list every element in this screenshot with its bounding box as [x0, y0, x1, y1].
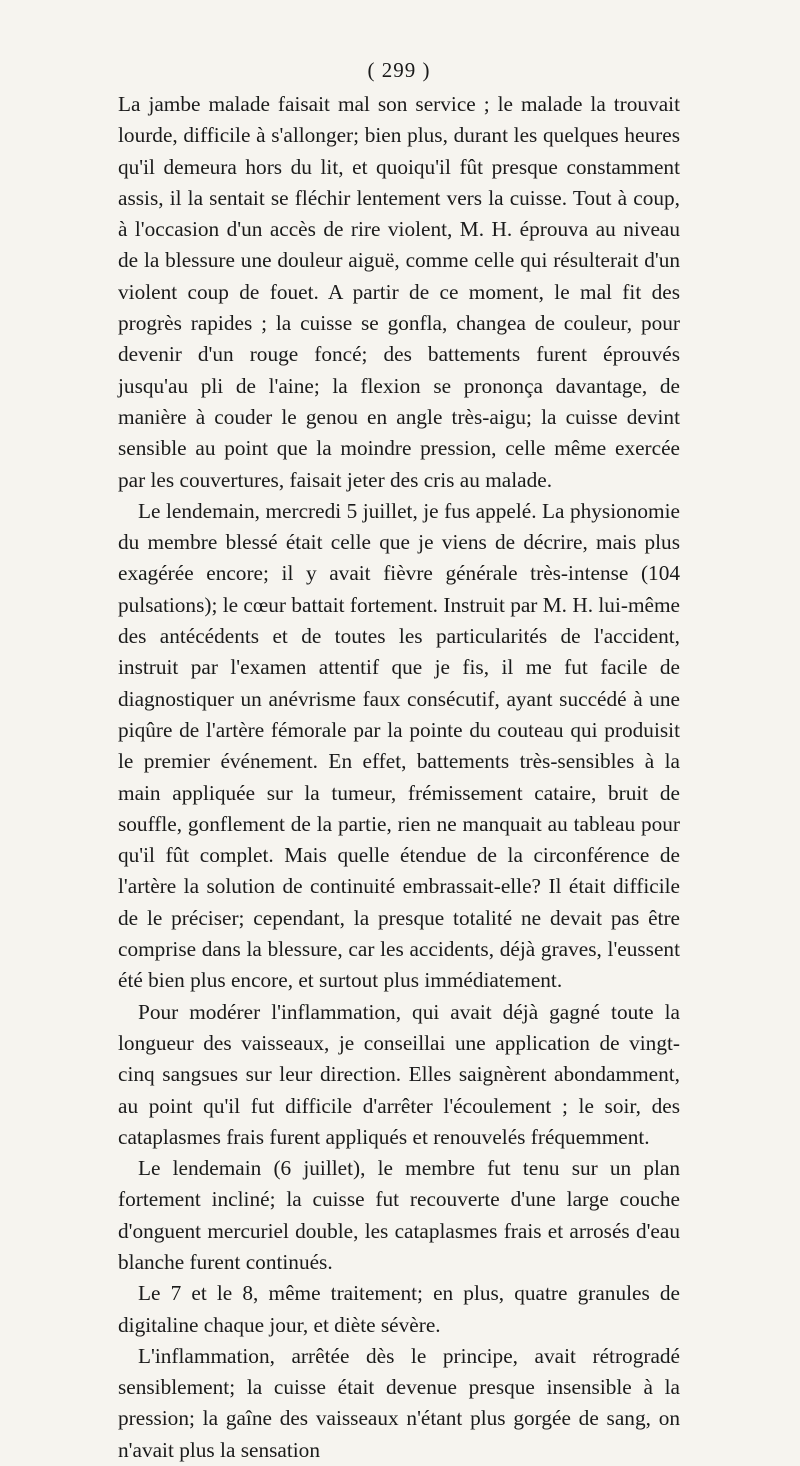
paragraph-3: Pour modérer l'inflammation, qui avait déjà gagné toute la longueur des vaisseaux, je conseillai une application de vingt-cinq sangsues sur leur direction. Elles saignèrent abondamment, au point qu'il fut difficile d'arrêter l'écoulement ; le soir, des cataplasmes frais furent appliqués et renouvelés fréquemment. — [118, 999, 680, 1149]
document-page — [118, 58, 680, 1466]
paragraph-1: La jambe malade faisait mal son service ; le malade la trouvait lourde, difficile à s'allonger; bien plus, durant les quelques heures qu'il demeura hors du lit, et quoiqu'il fût presque constamment assis, il la sentait se fléchir lentement vers la cuisse. Tout à coup, à l'occasion d'un accès de rire violent, M. H. éprouva au niveau de la blessure une douleur aiguë, comme celle qui résulterait d'un violent coup de fouet. A partir de ce moment, le mal fit des progrès rapides ; la cuisse se gonfla, changea de couleur, pour devenir d'un rouge foncé; des battements furent éprouvés jusqu'au pli de l'aine; la flexion se prononça davantage, de manière à couder le genou en angle très-aigu; la cuisse devint sensible au point que la moindre pression, celle même exercée par les couvertures, faisait jeter des cris au malade. — [118, 92, 680, 492]
paragraph-5: Le 7 et le 8, même traitement; en plus, quatre granules de digitaline chaque jour, et diète sévère. — [118, 1281, 680, 1337]
page-number: ( 299 ) — [367, 58, 431, 82]
paragraph-2: Le lendemain, mercredi 5 juillet, je fus appelé. La physionomie du membre blessé était celle que je viens de décrire, mais plus exagérée encore; il y avait fièvre générale très-intense (104 pulsations); le cœur battait fortement. Instruit par M. H. lui-même des antécédents et de toutes les particularités de l'accident, instruit par l'examen attentif que je fis, il me fut facile de diagnostiquer un anévrisme faux consécutif, ayant succédé à une piqûre de l'artère fémorale par la pointe du couteau qui produisit le premier événement. En effet, battements très-sensibles à la main appliquée sur la tumeur, frémissement cataire, bruit de souffle, gonflement de la partie, rien ne manquait au tableau pour qu'il fût complet. Mais quelle étendue de la circonférence de l'artère la solution de continuité embrassait-elle? Il était difficile de le préciser; cependant, la presque totalité ne devait pas être comprise dans la blessure, car les accidents, déjà graves, l'eussent été bien plus encore, et surtout plus immédiatement. — [118, 498, 680, 993]
paragraph-6: L'inflammation, arrêtée dès le principe, avait rétrogradé sensiblement; la cuisse était devenue presque insensible à la pression; la gaîne des vaisseaux n'étant plus gorgée de sang, on n'avait plus la sensation — [118, 1343, 680, 1462]
paragraph-4: Le lendemain (6 juillet), le membre fut tenu sur un plan fortement incliné; la cuisse fut recouverte d'une large couche d'onguent mercuriel double, les cataplasmes frais et arrosés d'eau blanche furent continués. — [118, 1156, 680, 1274]
